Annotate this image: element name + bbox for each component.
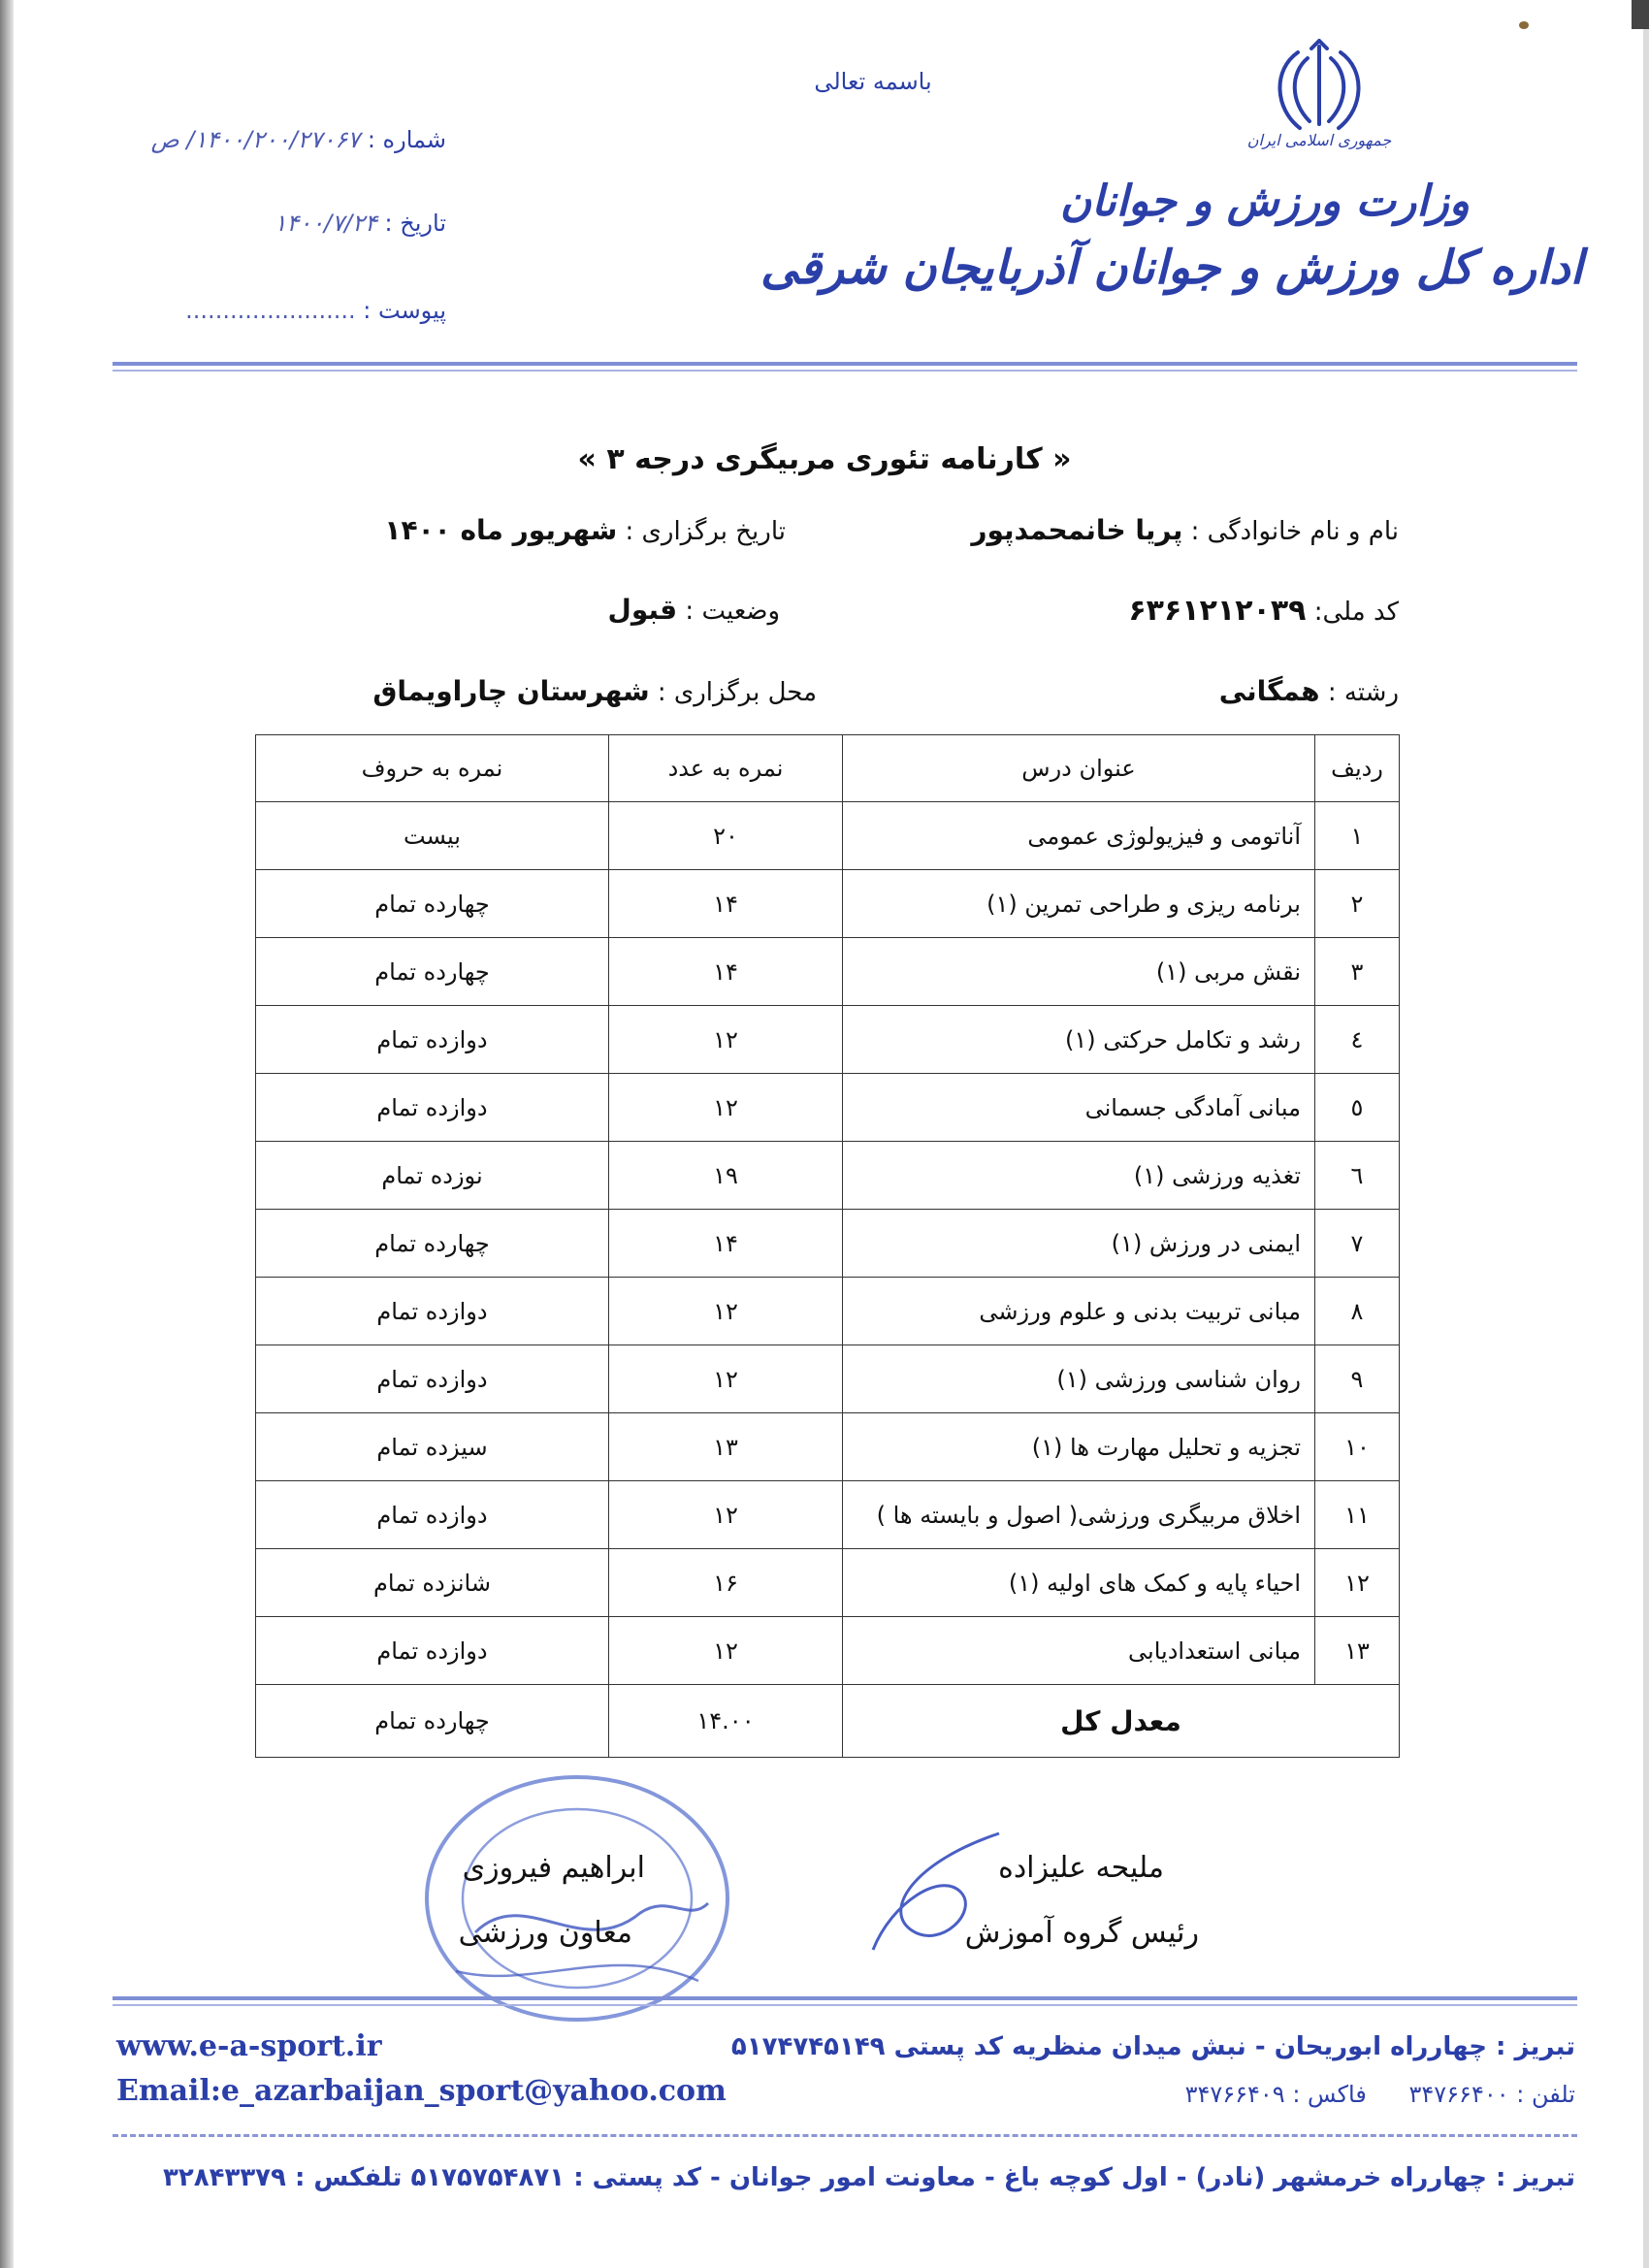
venue-value: شهرستان چاراویماق xyxy=(372,675,650,707)
grade-number: ۱۳ xyxy=(609,1413,843,1481)
footer-address: تبریز : چهارراه ابوریحان - نبش میدان منظریه کد پستی ۵۱۷۴۷۴۵۱۴۹ xyxy=(730,2032,1575,2061)
venue-label: محل برگزاری : xyxy=(657,678,817,707)
course-title: رشد و تکامل حرکتی (۱) xyxy=(843,1006,1315,1074)
average-row xyxy=(256,1685,1400,1758)
basmeh-text: باسمه تعالی xyxy=(814,68,932,95)
row-index: ٥ xyxy=(1315,1074,1400,1142)
average-label: معدل کل xyxy=(843,1685,1400,1758)
footer-dashed-divider xyxy=(113,2134,1577,2137)
grade-words: بیست xyxy=(256,802,609,870)
table-row xyxy=(256,802,1400,870)
footer-address-youth: تبریز : چهارراه خرمشهر (نادر) - اول کوچه باغ - معاونت امور جوانان - کد پستی : ۵۱۷۵۷۵۴۸۷۱ تلفکس : ۳۲۸۴۳۳۷۹ xyxy=(162,2163,1575,2192)
course-title: روان شناسی ورزشی (۱) xyxy=(843,1345,1315,1413)
grade-number: ۱۹ xyxy=(609,1142,843,1210)
footer-fax: فاکس : ۳۴۷۶۶۴۰۹ xyxy=(1184,2081,1367,2108)
grade-number: ۲۰ xyxy=(609,802,843,870)
grade-number: ۱۲ xyxy=(609,1617,843,1685)
table-row xyxy=(256,1345,1400,1413)
sport-field xyxy=(1219,675,1399,707)
course-title: مبانی آمادگی جسمانی xyxy=(843,1074,1315,1142)
footer-contact xyxy=(1150,2081,1575,2108)
official-stamp-icon xyxy=(417,1767,737,2029)
table-header-row xyxy=(256,735,1400,802)
grade-words: چهارده تمام xyxy=(256,938,609,1006)
grade-words: شانزده تمام xyxy=(256,1549,609,1617)
row-index: ۱۲ xyxy=(1315,1549,1400,1617)
grade-number: ۱۲ xyxy=(609,1481,843,1549)
attachment-value: ....................... xyxy=(185,297,356,324)
grade-words: دوازده تمام xyxy=(256,1345,609,1413)
footer-divider xyxy=(113,1996,1577,2000)
header-grade-number: نمره به عدد xyxy=(609,735,843,802)
header-course-title: عنوان درس xyxy=(843,735,1315,802)
course-title: برنامه ریزی و طراحی تمرین (۱) xyxy=(843,870,1315,938)
table-row xyxy=(256,1549,1400,1617)
date-label: تاریخ : xyxy=(384,210,446,237)
table-row xyxy=(256,1617,1400,1685)
grade-words: چهارده تمام xyxy=(256,870,609,938)
bureau-name: اداره کل ورزش و جوانان آذربایجان شرقی xyxy=(760,241,1583,295)
grade-words: دوازده تمام xyxy=(256,1278,609,1345)
held-date-value: شهریور ماه ۱۴۰۰ xyxy=(384,514,618,546)
signer-left-name: ابراهیم فیروزی xyxy=(462,1851,645,1885)
national-id-field xyxy=(1128,594,1399,628)
header-divider xyxy=(113,362,1577,366)
row-index: ۲ xyxy=(1315,870,1400,938)
status-field xyxy=(608,594,780,626)
grade-number: ۱۴ xyxy=(609,938,843,1006)
course-title: ایمنی در ورزش (۱) xyxy=(843,1210,1315,1278)
grade-number: ۱۲ xyxy=(609,1074,843,1142)
name-label: نام و نام خانوادگی : xyxy=(1190,517,1399,546)
table-row xyxy=(256,1413,1400,1481)
number-label: شماره : xyxy=(367,126,446,153)
table-row xyxy=(256,1142,1400,1210)
website-link[interactable]: www.e-a-sport.ir xyxy=(116,2029,382,2063)
name-field xyxy=(971,514,1399,546)
grade-number: ۱۲ xyxy=(609,1278,843,1345)
iran-emblem-icon xyxy=(1261,39,1377,136)
grade-words: دوازده تمام xyxy=(256,1074,609,1142)
date-value: ۱۴۰۰/۷/۲۴ xyxy=(274,210,377,237)
letter-date xyxy=(165,210,446,237)
document-title: « کارنامه تئوری مربیگری درجه ۳ » xyxy=(577,442,1072,476)
average-words: چهارده تمام xyxy=(256,1685,609,1758)
table-row xyxy=(256,1006,1400,1074)
header-grade-words: نمره به حروف xyxy=(256,735,609,802)
row-index: ۹ xyxy=(1315,1345,1400,1413)
signer-left-title: معاون ورزشی xyxy=(458,1916,632,1950)
row-index: ۳ xyxy=(1315,938,1400,1006)
row-index: ۱۳ xyxy=(1315,1617,1400,1685)
held-date-label: تاریخ برگزاری : xyxy=(625,517,786,546)
grade-number: ۱۲ xyxy=(609,1345,843,1413)
grade-number: ۱۲ xyxy=(609,1006,843,1074)
grade-words: دوازده تمام xyxy=(256,1006,609,1074)
row-index: ۷ xyxy=(1315,1210,1400,1278)
table-row xyxy=(256,870,1400,938)
national-id-value: ۶۳۶۱۲۱۲۰۳۹ xyxy=(1128,594,1307,628)
name-value: پریا خانمحمدپور xyxy=(971,514,1183,546)
header-divider-thin xyxy=(113,370,1577,372)
table-row xyxy=(256,1210,1400,1278)
course-title: مبانی تربیت بدنی و علوم ورزشی xyxy=(843,1278,1315,1345)
table-row xyxy=(256,1074,1400,1142)
attachment-label: پیوست : xyxy=(363,297,446,324)
field-label: رشته : xyxy=(1327,678,1399,707)
signer-right-name: ملیحه علیزاده xyxy=(998,1851,1164,1885)
course-title: اخلاق مربیگری ورزشی( اصول و بایسته ها ) xyxy=(843,1481,1315,1549)
grade-words: دوازده تمام xyxy=(256,1481,609,1549)
held-date-field xyxy=(384,514,786,546)
grade-words: نوزده تمام xyxy=(256,1142,609,1210)
course-title: احیاء پایه و کمک های اولیه (۱) xyxy=(843,1549,1315,1617)
ink-spot xyxy=(1519,21,1529,29)
table-row xyxy=(256,1278,1400,1345)
scan-edge-left xyxy=(0,0,14,2268)
course-title: آناتومی و فیزیولوژی عمومی xyxy=(843,802,1315,870)
course-title: تجزیه و تحلیل مهارت ها (۱) xyxy=(843,1413,1315,1481)
scan-corner-mark xyxy=(1632,0,1649,29)
row-index: ۱۰ xyxy=(1315,1413,1400,1481)
field-value: همگانی xyxy=(1218,675,1320,707)
status-value: قبول xyxy=(607,594,678,626)
venue-field xyxy=(372,675,817,707)
letter-attachment xyxy=(165,297,446,324)
grade-number: ۱۴ xyxy=(609,1210,843,1278)
header-row-index: ردیف xyxy=(1315,735,1400,802)
signer-right-title: رئیس گروه آموزش xyxy=(964,1916,1199,1950)
scan-edge-right xyxy=(1643,0,1649,2268)
number-value: ۱۴۰۰/۲۰۰/۲۷۰۶۷/ ص xyxy=(150,126,361,153)
grade-number: ۱۴ xyxy=(609,870,843,938)
row-index: ۸ xyxy=(1315,1278,1400,1345)
email-link[interactable]: Email:e_azarbaijan_sport@yahoo.com xyxy=(116,2074,727,2108)
footer-divider-thin xyxy=(113,2004,1577,2006)
course-title: نقش مربی (۱) xyxy=(843,938,1315,1006)
row-index: ۱ xyxy=(1315,802,1400,870)
course-title: تغذیه ورزشی (۱) xyxy=(843,1142,1315,1210)
republic-caption: جمهوری اسلامی ایران xyxy=(1246,131,1392,149)
ministry-name: وزارت ورزش و جوانان xyxy=(1059,177,1470,226)
grade-words: چهارده تمام xyxy=(256,1210,609,1278)
row-index: ۱۱ xyxy=(1315,1481,1400,1549)
table-row xyxy=(256,938,1400,1006)
grades-table xyxy=(255,734,1400,1758)
letter-number xyxy=(97,126,446,153)
grade-words: سیزده تمام xyxy=(256,1413,609,1481)
footer-phone: تلفن : ۳۴۷۶۶۴۰۰ xyxy=(1408,2081,1575,2108)
grades-body xyxy=(256,802,1400,1685)
row-index: ٦ xyxy=(1315,1142,1400,1210)
table-row xyxy=(256,1481,1400,1549)
status-label: وضعیت : xyxy=(685,597,780,626)
row-index: ٤ xyxy=(1315,1006,1400,1074)
course-title: مبانی استعدادیابی xyxy=(843,1617,1315,1685)
grade-words: دوازده تمام xyxy=(256,1617,609,1685)
national-id-label: کد ملی: xyxy=(1313,598,1399,627)
average-number: ۱۴.۰۰ xyxy=(609,1685,843,1758)
grade-number: ۱۶ xyxy=(609,1549,843,1617)
